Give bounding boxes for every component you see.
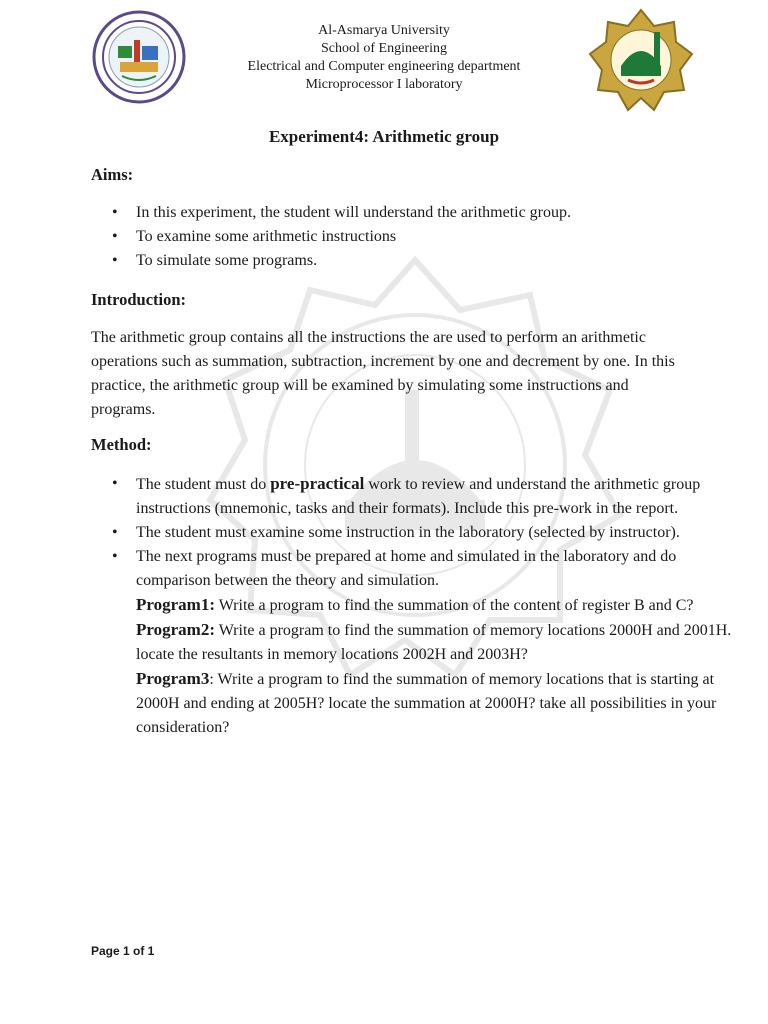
- method-item-1-end: work to review and understand the arithmetic group instructions (mnemonic, tasks and their formats). Include this pre-work in the report.: [136, 476, 701, 517]
- aims-item-3: • To simulate some programs.: [136, 249, 736, 273]
- aims-list: [91, 201, 736, 273]
- program-1: [136, 593, 736, 618]
- aims-heading: Aims:: [91, 165, 134, 184]
- aims-item-1: • In this experiment, the student will understand the arithmetic group.: [136, 201, 736, 225]
- introduction-heading: Introduction:: [91, 290, 187, 309]
- mosque-emblem-icon: [588, 8, 694, 112]
- program-3-label: Program3: [136, 669, 210, 688]
- aims-item-2: • To examine some arithmetic instructions: [136, 225, 736, 249]
- program-3: [136, 667, 736, 740]
- program-1-label: Program1:: [136, 595, 215, 614]
- method-heading: Method:: [91, 435, 152, 454]
- university-name: Al-Asmarya University: [318, 23, 450, 38]
- program-2: [136, 618, 736, 667]
- program-2-text: Write a program to find the summation of memory locations 2000H and 2001H. locate the resultants in memory locations 2002H and 2003H?: [136, 622, 732, 663]
- method-list: [91, 472, 736, 740]
- method-item-3: [136, 545, 736, 740]
- document-header: [180, 22, 588, 94]
- page-number: Page 1 of 1: [91, 944, 155, 958]
- method-item-1-start: The student must do: [136, 476, 271, 493]
- department-name: Electrical and Computer engineering department: [247, 59, 521, 74]
- method-item-1: [136, 472, 736, 521]
- method-item-2: • The student must examine some instruction in the laboratory (selected by instructor).: [136, 521, 736, 545]
- program-3-text: : Write a program to find the summation of memory locations that is starting at 2000H and ending at 2005H? locate the summation at 2000H? take all possibilities in your consideration?: [136, 671, 717, 736]
- program-2-label: Program2:: [136, 620, 215, 639]
- university-seal-icon: [92, 10, 186, 104]
- introduction-text: The arithmetic group contains all the instructions the are used to perform an arithmetic operations such as summation, subtraction, increment by one and decrement by one. In this practice, the arithmetic group will be examined by simulating some instructions and programs.: [91, 329, 675, 418]
- method-item-3-text: • The next programs must be prepared at home and simulated in the laboratory and do comparison between the theory and simulation.: [136, 548, 677, 589]
- lab-name: Microprocessor I laboratory: [305, 77, 463, 92]
- pre-practical-term: pre-practical: [270, 474, 365, 493]
- school-name: School of Engineering: [321, 41, 447, 56]
- document-title: Experiment4: Arithmetic group: [268, 127, 500, 146]
- program-1-text: Write a program to find the summation of the content of register B and C?: [215, 597, 694, 614]
